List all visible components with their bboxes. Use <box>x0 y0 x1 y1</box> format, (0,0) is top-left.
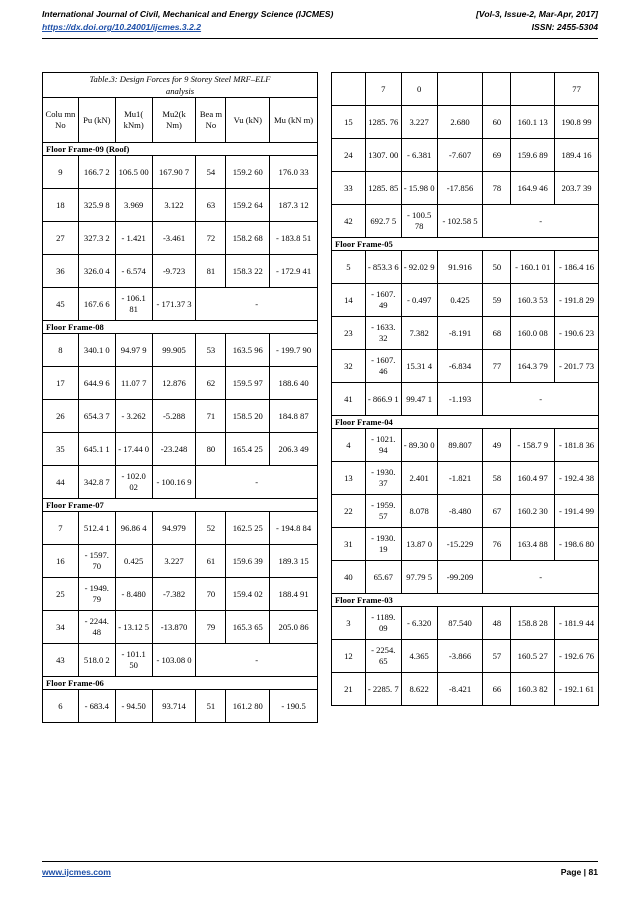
table-cell: 66 <box>483 673 511 706</box>
table-row <box>43 222 318 255</box>
table-cell: -8.480 <box>437 495 483 528</box>
table-cell: 77 <box>555 73 599 106</box>
table-cell: 91.916 <box>437 251 483 284</box>
table-cell: 50 <box>483 251 511 284</box>
table-cell: 80 <box>196 433 226 466</box>
table-cell: 36 <box>43 255 79 288</box>
table-cell: 22 <box>332 495 366 528</box>
table-cell: -7.607 <box>437 139 483 172</box>
table-cell: 59 <box>483 284 511 317</box>
table-cell: -7.382 <box>152 578 196 611</box>
table-cell: - 181.8 36 <box>555 429 599 462</box>
table-cell: 81 <box>196 255 226 288</box>
table-cell: 97.79 5 <box>401 561 437 594</box>
table-cell: 158.8 28 <box>511 607 555 640</box>
table-cell: 13 <box>332 462 366 495</box>
section-title: Floor Frame-09 (Roof) <box>43 143 318 156</box>
table-cell: 27 <box>43 222 79 255</box>
table-cell: -13.870 <box>152 611 196 644</box>
table-cell: - 1930. 19 <box>365 528 401 561</box>
table-cell: -8.191 <box>437 317 483 350</box>
table-cell: - 1.421 <box>115 222 152 255</box>
table-cell: - 100.5 78 <box>401 205 437 238</box>
section-title: Floor Frame-07 <box>43 499 318 512</box>
table-cell: -8.421 <box>437 673 483 706</box>
table-cell: - 101.1 50 <box>115 644 152 677</box>
column-header: Mu1( kNm) <box>115 98 152 143</box>
table-row <box>43 578 318 611</box>
table-cell: 57 <box>483 640 511 673</box>
table-cell: - 192.4 38 <box>555 462 599 495</box>
table-cell: - 199.7 90 <box>270 334 318 367</box>
table-cell: - 103.08 0 <box>152 644 196 677</box>
section-header-row <box>43 321 318 334</box>
table-cell: - 194.8 84 <box>270 512 318 545</box>
table-row <box>43 644 318 677</box>
column-header: Mu2(k Nm) <box>152 98 196 143</box>
table-cell: - 2254. 65 <box>365 640 401 673</box>
table-cell: - 201.7 73 <box>555 350 599 383</box>
table-row <box>332 495 599 528</box>
table-cell: 96.86 4 <box>115 512 152 545</box>
table-cell: 9 <box>43 156 79 189</box>
design-forces-table-right <box>331 72 599 706</box>
table-caption <box>43 73 318 98</box>
table-cell: 3.227 <box>401 106 437 139</box>
table-cell: 34 <box>43 611 79 644</box>
table-cell <box>332 73 366 106</box>
table-cell: -6.834 <box>437 350 483 383</box>
table-cell: 163.4 88 <box>511 528 555 561</box>
table-cell: 189.3 15 <box>270 545 318 578</box>
table-row <box>43 400 318 433</box>
table-row <box>332 251 599 284</box>
table-row <box>43 255 318 288</box>
table-cell: 159.6 39 <box>226 545 270 578</box>
table-cell: -5.288 <box>152 400 196 433</box>
table-cell: 69 <box>483 139 511 172</box>
table-cell: 58 <box>483 462 511 495</box>
table-cell: - <box>196 288 318 321</box>
table-cell: 12 <box>332 640 366 673</box>
table-cell: 18 <box>43 189 79 222</box>
table-row <box>43 433 318 466</box>
table-cell: 87.540 <box>437 607 483 640</box>
table-cell: 1307. 00 <box>365 139 401 172</box>
table-cell: 13.87 0 <box>401 528 437 561</box>
table-cell: - 1607. 49 <box>365 284 401 317</box>
table-cell: - 683.4 <box>78 690 115 723</box>
table-cell: 93.714 <box>152 690 196 723</box>
table-cell: 184.8 87 <box>270 400 318 433</box>
table-cell: - 15.98 0 <box>401 172 437 205</box>
table-cell: 518.0 2 <box>78 644 115 677</box>
table-cell: 325.9 8 <box>78 189 115 222</box>
section-header-row <box>332 238 599 251</box>
table-cell: 31 <box>332 528 366 561</box>
table-cell: - 866.9 1 <box>365 383 401 416</box>
table-cell: 644.9 6 <box>78 367 115 400</box>
table-cell: 7.382 <box>401 317 437 350</box>
journal-title: International Journal of Civil, Mechanical and Energy Science (IJCMES) <box>42 9 334 19</box>
table-cell: - 1189. 09 <box>365 607 401 640</box>
table-cell: 17 <box>43 367 79 400</box>
table-cell: - <box>483 561 599 594</box>
table-cell: 3 <box>332 607 366 640</box>
table-cell: 159.6 89 <box>511 139 555 172</box>
table-cell: 35 <box>43 433 79 466</box>
table-cell: - 1633. 32 <box>365 317 401 350</box>
table-cell: 342.8 7 <box>78 466 115 499</box>
table-row <box>332 607 599 640</box>
table-row <box>43 189 318 222</box>
table-cell: 160.4 97 <box>511 462 555 495</box>
table-cell: 94.979 <box>152 512 196 545</box>
table-row <box>332 284 599 317</box>
table-cell: - 94.50 <box>115 690 152 723</box>
table-cell: 89.807 <box>437 429 483 462</box>
table-cell: 33 <box>332 172 366 205</box>
table-row <box>332 383 599 416</box>
section-header-row <box>43 677 318 690</box>
page-footer <box>42 867 598 877</box>
table-cell: 71 <box>196 400 226 433</box>
table-cell: 49 <box>483 429 511 462</box>
table-cell: 15 <box>332 106 366 139</box>
table-cell: - <box>483 383 599 416</box>
table-cell: 5 <box>332 251 366 284</box>
table-cell: 162.5 25 <box>226 512 270 545</box>
table-cell: 7 <box>43 512 79 545</box>
table-cell: 159.4 02 <box>226 578 270 611</box>
table-cell: - <box>196 644 318 677</box>
table-cell: 12.876 <box>152 367 196 400</box>
table-cell: 42 <box>332 205 366 238</box>
table-cell: 63 <box>196 189 226 222</box>
table-cell: 159.2 60 <box>226 156 270 189</box>
table-cell: -15.229 <box>437 528 483 561</box>
table-cell: 166.7 2 <box>78 156 115 189</box>
table-row <box>43 466 318 499</box>
table-cell: 188.6 40 <box>270 367 318 400</box>
table-row <box>43 156 318 189</box>
table-cell: 0.425 <box>437 284 483 317</box>
table-cell: 160.1 13 <box>511 106 555 139</box>
table-cell: 43 <box>43 644 79 677</box>
table-cell: 692.7 5 <box>365 205 401 238</box>
table-cell: 78 <box>483 172 511 205</box>
table-cell: 160.0 08 <box>511 317 555 350</box>
table-cell: - 6.381 <box>401 139 437 172</box>
table-cell: - 106.1 81 <box>115 288 152 321</box>
table-cell: - 160.1 01 <box>511 251 555 284</box>
table-cell: - 172.9 41 <box>270 255 318 288</box>
table-cell: 68 <box>483 317 511 350</box>
table-cell <box>483 73 511 106</box>
column-header: Vu (kN) <box>226 98 270 143</box>
design-forces-table-left <box>42 72 318 723</box>
table-cell: 188.4 91 <box>270 578 318 611</box>
table-row <box>332 317 599 350</box>
table-cell: - 100.16 9 <box>152 466 196 499</box>
column-header: Colu mn No <box>43 98 79 143</box>
table-row <box>332 528 599 561</box>
table-cell: 2.401 <box>401 462 437 495</box>
table-cell: 160.3 53 <box>511 284 555 317</box>
table-cell: 645.1 1 <box>78 433 115 466</box>
table-cell: 2.680 <box>437 106 483 139</box>
table-cell: 94.97 9 <box>115 334 152 367</box>
issn: ISSN: 2455-5304 <box>531 22 598 32</box>
page-header <box>42 8 598 34</box>
table-cell: -17.856 <box>437 172 483 205</box>
table-cell: 44 <box>43 466 79 499</box>
table-cell: 41 <box>332 383 366 416</box>
table-cell: - 2244. 48 <box>78 611 115 644</box>
table-cell: -1.821 <box>437 462 483 495</box>
table-cell: - 1597. 70 <box>78 545 115 578</box>
table-cell: 203.7 39 <box>555 172 599 205</box>
table-cell: 158.5 20 <box>226 400 270 433</box>
table-row <box>332 561 599 594</box>
table-cell: 48 <box>483 607 511 640</box>
table-cell: 16 <box>43 545 79 578</box>
section-title: Floor Frame-06 <box>43 677 318 690</box>
table-cell: 187.3 12 <box>270 189 318 222</box>
table-cell: - 3.262 <box>115 400 152 433</box>
table-cell: 3.969 <box>115 189 152 222</box>
table-cell: 51 <box>196 690 226 723</box>
table-cell: -1.193 <box>437 383 483 416</box>
table-cell <box>511 73 555 106</box>
table-cell: 167.90 7 <box>152 156 196 189</box>
table-row <box>332 172 599 205</box>
table-cell: - 17.44 0 <box>115 433 152 466</box>
table-cell: - <box>196 466 318 499</box>
table-cell: - 0.497 <box>401 284 437 317</box>
table-cell: 165.3 65 <box>226 611 270 644</box>
table-cell: - 1021. 94 <box>365 429 401 462</box>
volume-info: [Vol-3, Issue-2, Mar-Apr, 2017] <box>476 9 598 19</box>
column-header: Bea m No <box>196 98 226 143</box>
table-cell: 3.227 <box>152 545 196 578</box>
table-row <box>43 288 318 321</box>
table-cell: 4.365 <box>401 640 437 673</box>
table-cell: - 102.0 02 <box>115 466 152 499</box>
table-cell: -99.209 <box>437 561 483 594</box>
caption-line: analysis <box>165 86 195 96</box>
table-row <box>332 106 599 139</box>
table-cell: 106.5 00 <box>115 156 152 189</box>
table-row <box>43 611 318 644</box>
table-cell: - 89.30 0 <box>401 429 437 462</box>
table-cell: 3.122 <box>152 189 196 222</box>
header-divider <box>42 38 598 39</box>
table-cell: 163.5 96 <box>226 334 270 367</box>
table-cell: - 1607. 46 <box>365 350 401 383</box>
table-cell: 160.3 82 <box>511 673 555 706</box>
table-cell: 25 <box>43 578 79 611</box>
table-cell: 8.078 <box>401 495 437 528</box>
table-cell: - 181.9 44 <box>555 607 599 640</box>
table-cell: 158.2 68 <box>226 222 270 255</box>
table-cell: 160.2 30 <box>511 495 555 528</box>
table-cell: 340.1 0 <box>78 334 115 367</box>
section-header-row <box>332 416 599 429</box>
table-cell: - 190.6 23 <box>555 317 599 350</box>
table-caption-row <box>43 73 318 98</box>
table-cell: - 192.6 76 <box>555 640 599 673</box>
column-header: Mu (kN m) <box>270 98 318 143</box>
table-cell: - 192.1 61 <box>555 673 599 706</box>
table-cell: 70 <box>196 578 226 611</box>
table-cell: 52 <box>196 512 226 545</box>
table-cell: 79 <box>196 611 226 644</box>
table-cell: - 13.12 5 <box>115 611 152 644</box>
table-cell: -3.866 <box>437 640 483 673</box>
table-row <box>43 545 318 578</box>
section-header-row <box>43 143 318 156</box>
table-cell: 21 <box>332 673 366 706</box>
table-cell: - 6.574 <box>115 255 152 288</box>
table-cell: - 1949. 79 <box>78 578 115 611</box>
table-cell: -9.723 <box>152 255 196 288</box>
table-cell: 190.8 99 <box>555 106 599 139</box>
table-cell: - 853.3 6 <box>365 251 401 284</box>
table-cell: 1285. 76 <box>365 106 401 139</box>
table-cell: - 191.4 99 <box>555 495 599 528</box>
section-header-row <box>332 594 599 607</box>
table-cell: 7 <box>365 73 401 106</box>
table-cell: 65.67 <box>365 561 401 594</box>
table-cell: 165.4 25 <box>226 433 270 466</box>
column-header-row <box>43 98 318 143</box>
table-cell: 160.5 27 <box>511 640 555 673</box>
table-cell: - 158.7 9 <box>511 429 555 462</box>
table-cell: 0 <box>401 73 437 106</box>
column-header: Pu (kN) <box>78 98 115 143</box>
table-cell: 206.3 49 <box>270 433 318 466</box>
table-cell: - <box>483 205 599 238</box>
table-cell: 8 <box>43 334 79 367</box>
table-row <box>43 367 318 400</box>
table-cell: 1285. 85 <box>365 172 401 205</box>
table-row <box>43 334 318 367</box>
table-cell: - 8.480 <box>115 578 152 611</box>
table-cell: 11.07 7 <box>115 367 152 400</box>
table-cell: 54 <box>196 156 226 189</box>
table-row <box>332 640 599 673</box>
table-cell: 76 <box>483 528 511 561</box>
table-cell: 164.9 46 <box>511 172 555 205</box>
table-row <box>332 73 599 106</box>
table-row <box>332 350 599 383</box>
table-cell: 61 <box>196 545 226 578</box>
table-cell: 176.0 33 <box>270 156 318 189</box>
section-header-row <box>43 499 318 512</box>
table-cell: 8.622 <box>401 673 437 706</box>
table-cell: 167.6 6 <box>78 288 115 321</box>
table-cell: - 1930. 37 <box>365 462 401 495</box>
section-title: Floor Frame-03 <box>332 594 599 607</box>
table-cell: 327.3 2 <box>78 222 115 255</box>
table-cell: 14 <box>332 284 366 317</box>
doi-link[interactable]: https://dx.doi.org/10.24001/ijcmes.3.2.2 <box>42 22 202 32</box>
table-cell: - 2285. 7 <box>365 673 401 706</box>
table-row <box>43 690 318 723</box>
table-cell: 158.3 22 <box>226 255 270 288</box>
table-cell: 99.905 <box>152 334 196 367</box>
table-cell: 512.4 1 <box>78 512 115 545</box>
table-cell: 67 <box>483 495 511 528</box>
table-row <box>332 205 599 238</box>
table-cell: 654.3 7 <box>78 400 115 433</box>
table-cell: - 171.37 3 <box>152 288 196 321</box>
table-row <box>43 512 318 545</box>
table-cell: 23 <box>332 317 366 350</box>
table-cell: 32 <box>332 350 366 383</box>
table-cell: -3.461 <box>152 222 196 255</box>
table-cell: - 198.6 80 <box>555 528 599 561</box>
table-cell: 159.5 97 <box>226 367 270 400</box>
table-cell: 99.47 1 <box>401 383 437 416</box>
table-cell: 189.4 16 <box>555 139 599 172</box>
journal-website-link[interactable]: www.ijcmes.com <box>42 867 111 877</box>
table-cell: 205.0 86 <box>270 611 318 644</box>
caption-line: Table.3: Design Forces for 9 Storey Steel MRF–ELF <box>89 74 271 84</box>
table-cell: 4 <box>332 429 366 462</box>
footer-divider <box>42 861 598 862</box>
section-title: Floor Frame-05 <box>332 238 599 251</box>
table-cell: 164.3 79 <box>511 350 555 383</box>
table-cell: 62 <box>196 367 226 400</box>
table-cell: - 191.8 29 <box>555 284 599 317</box>
table-cell: -23.248 <box>152 433 196 466</box>
table-cell: - 1959. 57 <box>365 495 401 528</box>
section-title: Floor Frame-08 <box>43 321 318 334</box>
table-row <box>332 673 599 706</box>
table-cell: - 190.5 <box>270 690 318 723</box>
table-cell: - 102.58 5 <box>437 205 483 238</box>
table-cell <box>437 73 483 106</box>
table-cell: - 186.4 16 <box>555 251 599 284</box>
table-cell: - 6.320 <box>401 607 437 640</box>
table-cell: 0.425 <box>115 545 152 578</box>
table-cell: 161.2 80 <box>226 690 270 723</box>
table-cell: 159.2 64 <box>226 189 270 222</box>
table-cell: 40 <box>332 561 366 594</box>
table-cell: 6 <box>43 690 79 723</box>
table-cell: 60 <box>483 106 511 139</box>
table-cell: 326.0 4 <box>78 255 115 288</box>
table-cell: - 183.8 51 <box>270 222 318 255</box>
table-row <box>332 429 599 462</box>
table-cell: 45 <box>43 288 79 321</box>
page-number: Page | 81 <box>560 867 598 877</box>
table-cell: 77 <box>483 350 511 383</box>
table-row <box>332 139 599 172</box>
table-cell: 26 <box>43 400 79 433</box>
table-cell: 15.31 4 <box>401 350 437 383</box>
table-cell: 72 <box>196 222 226 255</box>
table-cell: - 92.02 9 <box>401 251 437 284</box>
table-row <box>332 462 599 495</box>
table-cell: 53 <box>196 334 226 367</box>
section-title: Floor Frame-04 <box>332 416 599 429</box>
table-cell: 24 <box>332 139 366 172</box>
